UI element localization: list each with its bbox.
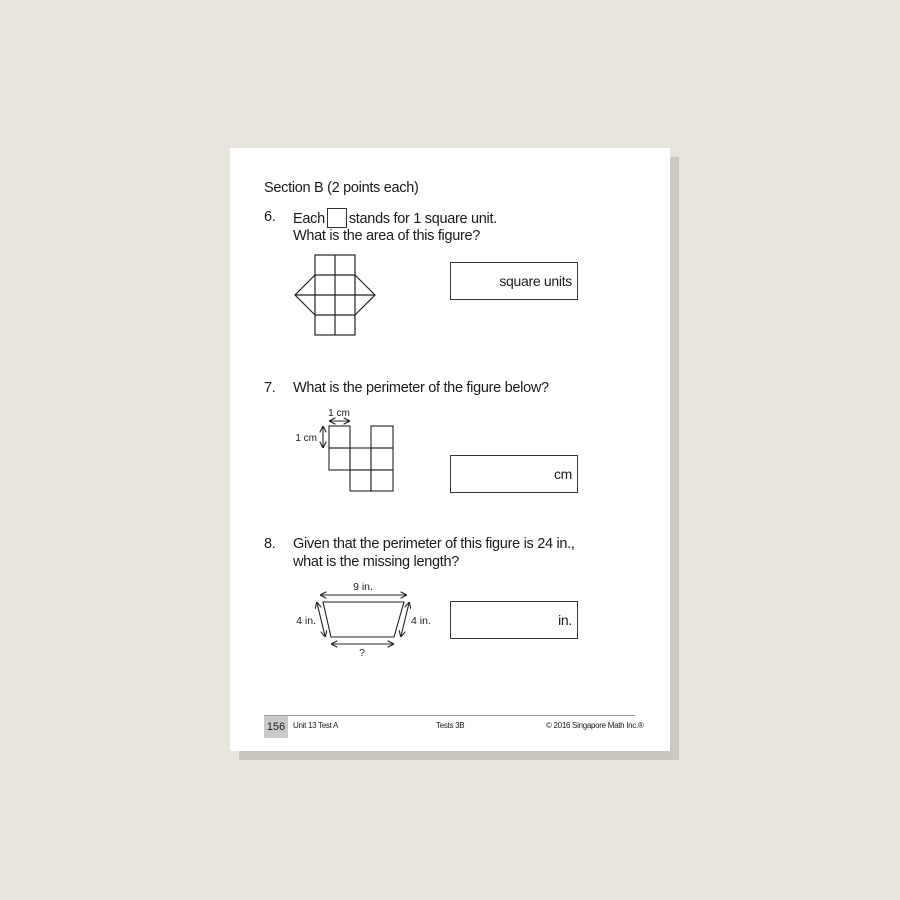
q7-figure — [290, 404, 400, 494]
q6-line1-pre: Each — [293, 211, 325, 227]
q8-label-right: 4 in. — [411, 615, 431, 627]
page-number: 156 — [264, 716, 288, 738]
q7-label-vertical: 1 cm — [295, 433, 317, 444]
q8-answer-unit: in. — [558, 612, 572, 628]
section-title: Section B (2 points each) — [264, 180, 419, 196]
q8-line2: what is the missing length? — [293, 554, 459, 570]
footer-unit: Unit 13 Test A — [293, 721, 339, 730]
q8-line1: Given that the perimeter of this figure is 24 in., — [293, 536, 575, 552]
q6-line1 — [293, 208, 497, 228]
q6-number: 6. — [264, 209, 276, 225]
q8-figure — [290, 576, 440, 666]
q8-label-top: 9 in. — [353, 581, 373, 593]
q6-line2: What is the area of this figure? — [293, 228, 481, 244]
q7-text: What is the perimeter of the figure below? — [293, 380, 549, 396]
q7-number: 7. — [264, 380, 276, 396]
q7-label-horizontal: 1 cm — [328, 408, 350, 419]
q8-answer-box[interactable] — [450, 601, 578, 639]
q6-line1-post: stands for 1 square unit. — [348, 211, 497, 227]
q8-label-bottom: ? — [359, 647, 365, 659]
q7-answer-box[interactable] — [450, 455, 578, 493]
q6-answer-box[interactable] — [450, 262, 578, 300]
footer-copyright: © 2016 Singapore Math Inc.® — [546, 721, 644, 730]
q6-figure — [290, 251, 380, 341]
footer-divider — [264, 715, 635, 716]
worksheet-page — [230, 148, 670, 751]
footer-book: Tests 3B — [436, 721, 465, 730]
q6-answer-unit: square units — [499, 273, 572, 289]
q7-answer-unit: cm — [553, 466, 572, 482]
q8-label-left: 4 in. — [296, 615, 316, 627]
q8-number: 8. — [264, 536, 276, 552]
unit-square-icon — [327, 208, 347, 228]
